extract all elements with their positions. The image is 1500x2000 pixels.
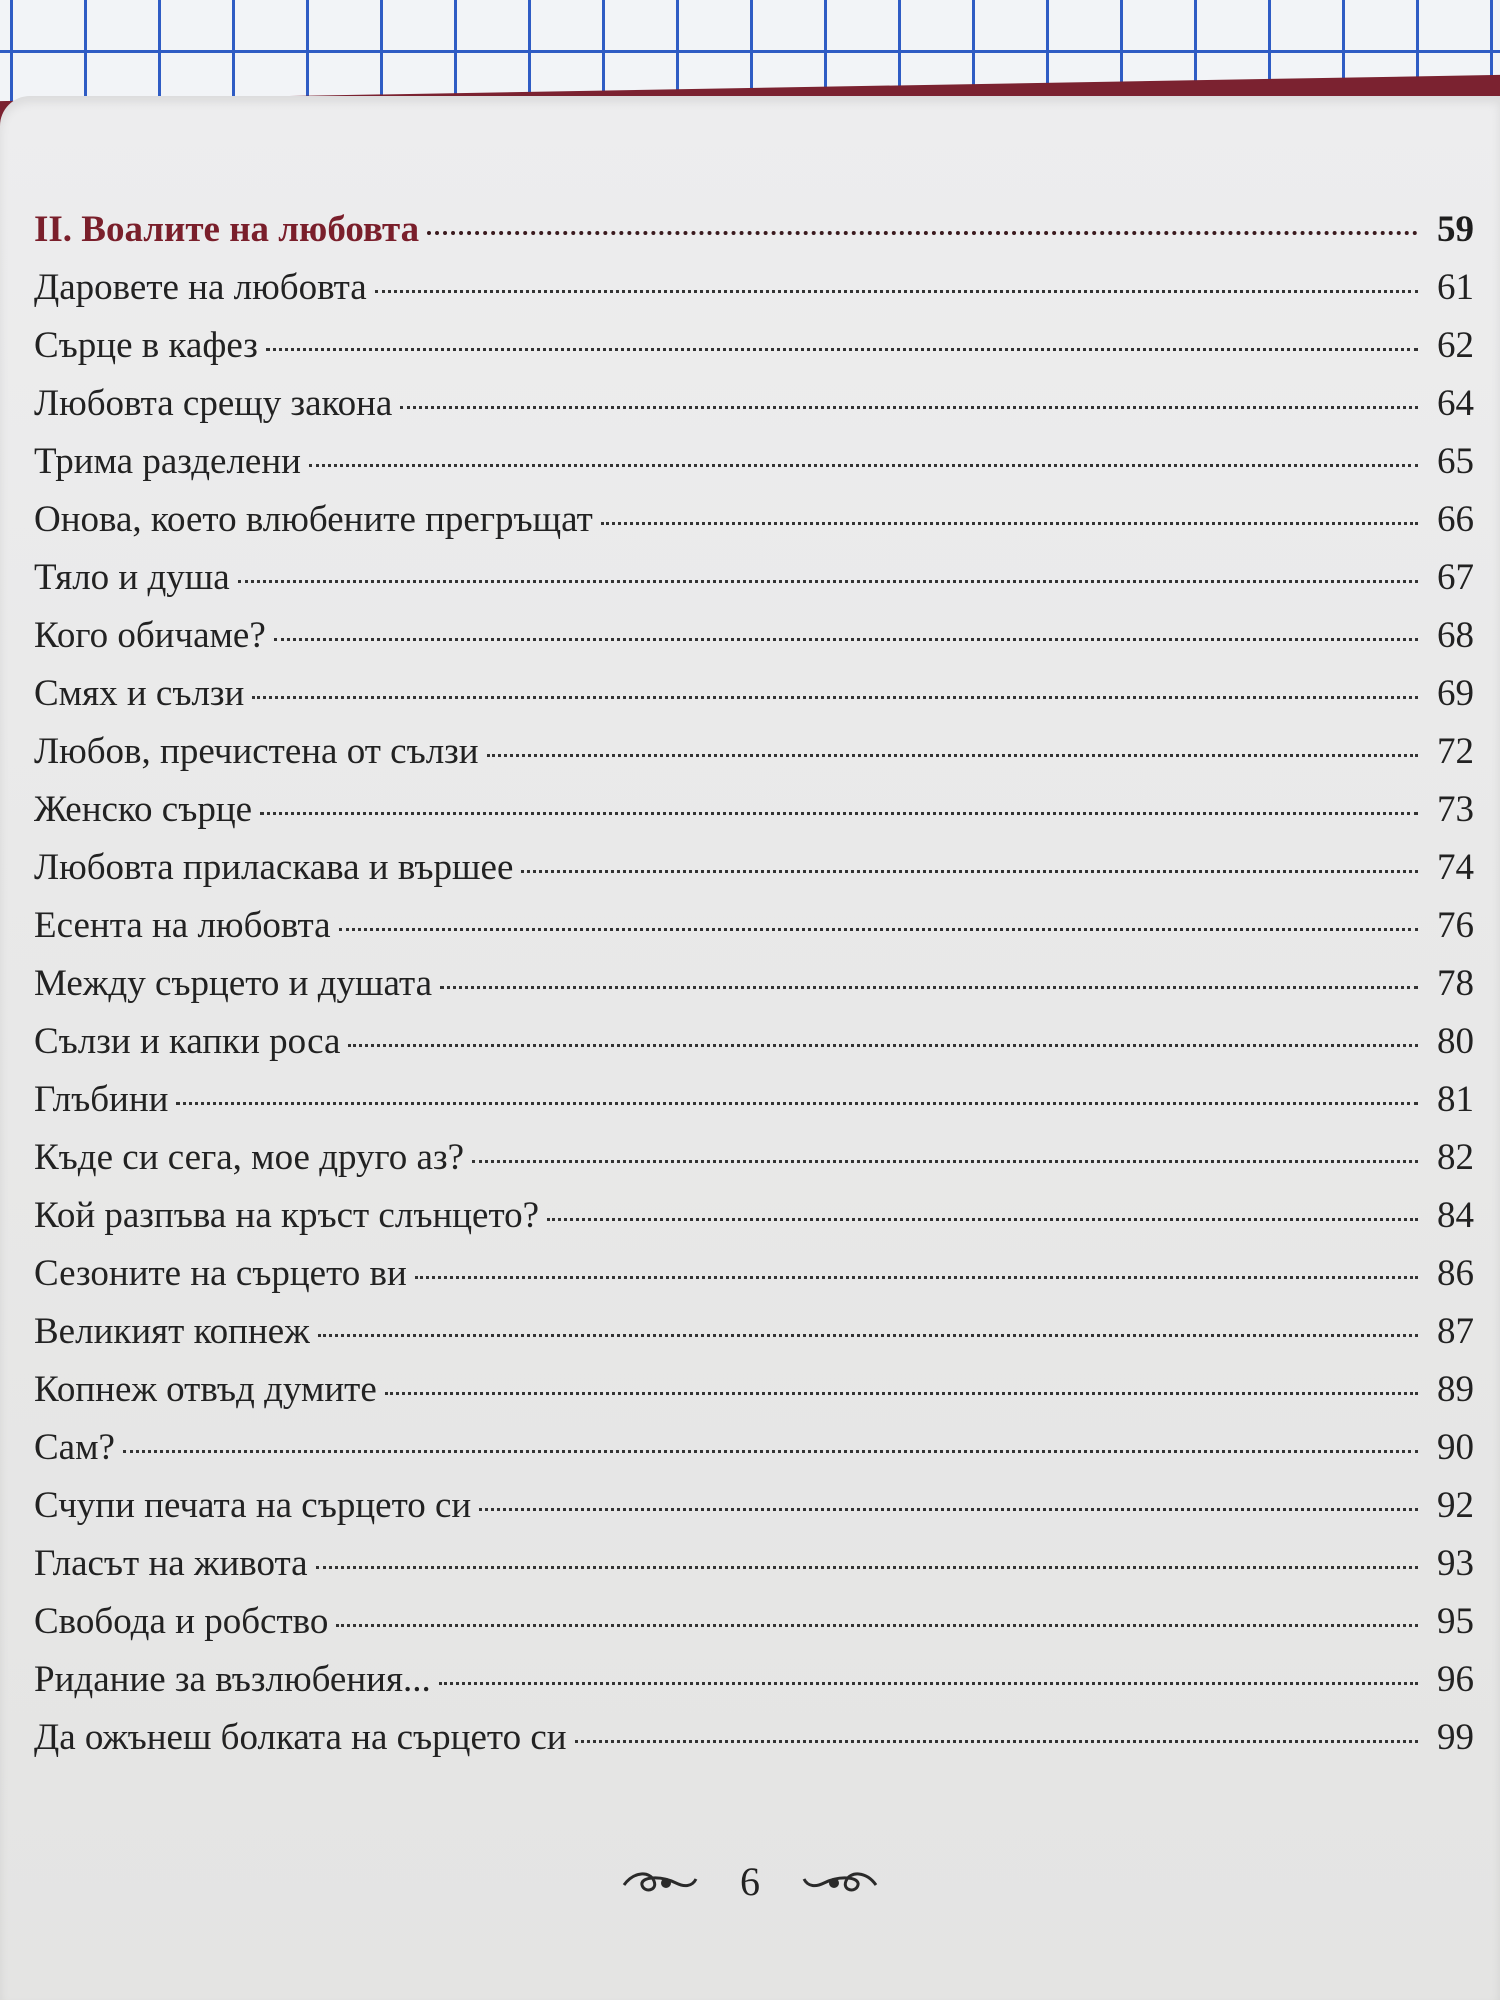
dot-leader: [427, 231, 1418, 235]
toc-section-page: 59: [1437, 209, 1474, 250]
toc-entry: [34, 904, 1474, 962]
toc-entry-page: 87: [1437, 1311, 1474, 1352]
toc-entry: [34, 440, 1474, 498]
toc-entry-page: 82: [1437, 1137, 1474, 1178]
dot-leader: [318, 1334, 1418, 1337]
toc-entry-page: 99: [1437, 1717, 1474, 1758]
toc-entry: [34, 1194, 1474, 1252]
dot-leader: [260, 812, 1418, 815]
toc-entry: [34, 962, 1474, 1020]
toc-entry-page: 80: [1437, 1021, 1474, 1062]
dot-leader: [415, 1276, 1418, 1279]
toc-entry-page: 64: [1437, 383, 1474, 424]
toc-entry-page: 90: [1437, 1427, 1474, 1468]
toc-entry: [34, 324, 1474, 382]
toc-entry: [34, 1600, 1474, 1658]
toc-entry-page: 65: [1437, 441, 1474, 482]
toc-entry: [34, 1078, 1474, 1136]
toc-entry: [34, 846, 1474, 904]
dot-leader: [400, 406, 1418, 409]
dot-leader: [316, 1566, 1418, 1569]
toc-entry: [34, 1020, 1474, 1078]
toc-entry: [34, 788, 1474, 846]
toc-entry-title: Даровете на любовта: [34, 267, 367, 308]
toc-entry-page: 62: [1437, 325, 1474, 366]
toc-entry-title: Гласът на живота: [34, 1543, 308, 1584]
toc-entry-page: 76: [1437, 905, 1474, 946]
toc-entry-title: Тяло и душа: [34, 557, 230, 598]
dot-leader: [252, 696, 1418, 699]
table-of-contents: [34, 208, 1474, 1774]
toc-entry-page: 78: [1437, 963, 1474, 1004]
toc-entry: [34, 556, 1474, 614]
toc-entry-title: Великият копнеж: [34, 1311, 310, 1352]
toc-entry: [34, 1426, 1474, 1484]
toc-entry-title: Любов, пречистена от сълзи: [34, 731, 479, 772]
toc-entry: [34, 614, 1474, 672]
toc-entry: [34, 1310, 1474, 1368]
dot-leader: [479, 1508, 1418, 1511]
dot-leader: [547, 1218, 1418, 1221]
flourish-ornament-icon: [800, 1867, 880, 1897]
dot-leader: [348, 1044, 1418, 1047]
toc-entry-title: Сърце в кафез: [34, 325, 258, 366]
toc-entry-title: Сезоните на сърцето ви: [34, 1253, 407, 1294]
toc-entry-title: Сам?: [34, 1427, 115, 1468]
dot-leader: [123, 1450, 1418, 1453]
toc-entry: [34, 1368, 1474, 1426]
toc-entry-title: Глъбини: [34, 1079, 169, 1120]
toc-entry-page: 84: [1437, 1195, 1474, 1236]
dot-leader: [440, 986, 1418, 989]
dot-leader: [176, 1102, 1418, 1105]
toc-entry-title: Любовта срещу закона: [34, 383, 393, 424]
dot-leader: [575, 1740, 1418, 1743]
dot-leader: [266, 348, 1418, 351]
toc-entry-page: 92: [1437, 1485, 1474, 1526]
page-footer: [0, 1858, 1500, 1905]
toc-entry-page: 74: [1437, 847, 1474, 888]
toc-entry-title: Онова, което влюбените прегръщат: [34, 499, 593, 540]
toc-entry-page: 69: [1437, 673, 1474, 714]
flourish-ornament-icon: [620, 1867, 700, 1897]
toc-entry-page: 81: [1437, 1079, 1474, 1120]
toc-entry: [34, 672, 1474, 730]
toc-entry: [34, 1252, 1474, 1310]
toc-entry-title: Кого обичаме?: [34, 615, 266, 656]
toc-entry-page: 66: [1437, 499, 1474, 540]
toc-entry-page: 72: [1437, 731, 1474, 772]
toc-entry-title: Трима разделени: [34, 441, 301, 482]
toc-entry-title: Сълзи и капки роса: [34, 1021, 341, 1062]
dot-leader: [472, 1160, 1418, 1163]
dot-leader: [274, 638, 1418, 641]
toc-entry: [34, 1658, 1474, 1716]
toc-entry-title: Да ожънеш болката на сърцето си: [34, 1717, 567, 1758]
toc-entry-title: Любовта приласкава и вършее: [34, 847, 514, 888]
toc-entry-title: Къде си сега, мое друго аз?: [34, 1137, 465, 1178]
toc-entry-page: 89: [1437, 1369, 1474, 1410]
toc-entry-page: 93: [1437, 1543, 1474, 1584]
toc-section-title: II. Воалите на любовта: [34, 209, 420, 250]
toc-entry-title: Между сърцето и душата: [34, 963, 433, 1004]
toc-entry-page: 61: [1437, 267, 1474, 308]
toc-entry-title: Кой разпъва на кръст слънцето?: [34, 1195, 540, 1236]
dot-leader: [336, 1624, 1418, 1627]
dot-leader: [521, 870, 1418, 873]
toc-entry: [34, 498, 1474, 556]
toc-entry: [34, 1542, 1474, 1600]
toc-entry: [34, 382, 1474, 440]
page-number: 6: [740, 1859, 760, 1904]
toc-entry-title: Есента на любовта: [34, 905, 331, 946]
dot-leader: [601, 522, 1418, 525]
dot-leader: [487, 754, 1418, 757]
toc-entry-title: Копнеж отвъд думите: [34, 1369, 377, 1410]
dot-leader: [375, 290, 1418, 293]
toc-entry-page: 95: [1437, 1601, 1474, 1642]
toc-entry-page: 67: [1437, 557, 1474, 598]
dot-leader: [385, 1392, 1418, 1395]
toc-entry: [34, 1484, 1474, 1542]
toc-entry: [34, 1716, 1474, 1774]
toc-entry: [34, 730, 1474, 788]
toc-entry-page: 68: [1437, 615, 1474, 656]
toc-entry-page: 96: [1437, 1659, 1474, 1700]
dot-leader: [439, 1682, 1418, 1685]
toc-entry-page: 86: [1437, 1253, 1474, 1294]
dot-leader: [238, 580, 1418, 583]
dot-leader: [339, 928, 1419, 931]
toc-entry: [34, 266, 1474, 324]
toc-entry: [34, 1136, 1474, 1194]
toc-entry-title: Смях и сълзи: [34, 673, 245, 714]
toc-entry-page: 73: [1437, 789, 1474, 830]
dot-leader: [309, 464, 1418, 467]
toc-entry-title: Ридание за възлюбения...: [34, 1659, 431, 1700]
toc-entry-title: Женско сърце: [34, 789, 253, 830]
toc-entry-title: Свобода и робство: [34, 1601, 329, 1642]
toc-section-heading: [34, 208, 1474, 266]
toc-entry-title: Счупи печата на сърцето си: [34, 1485, 472, 1526]
